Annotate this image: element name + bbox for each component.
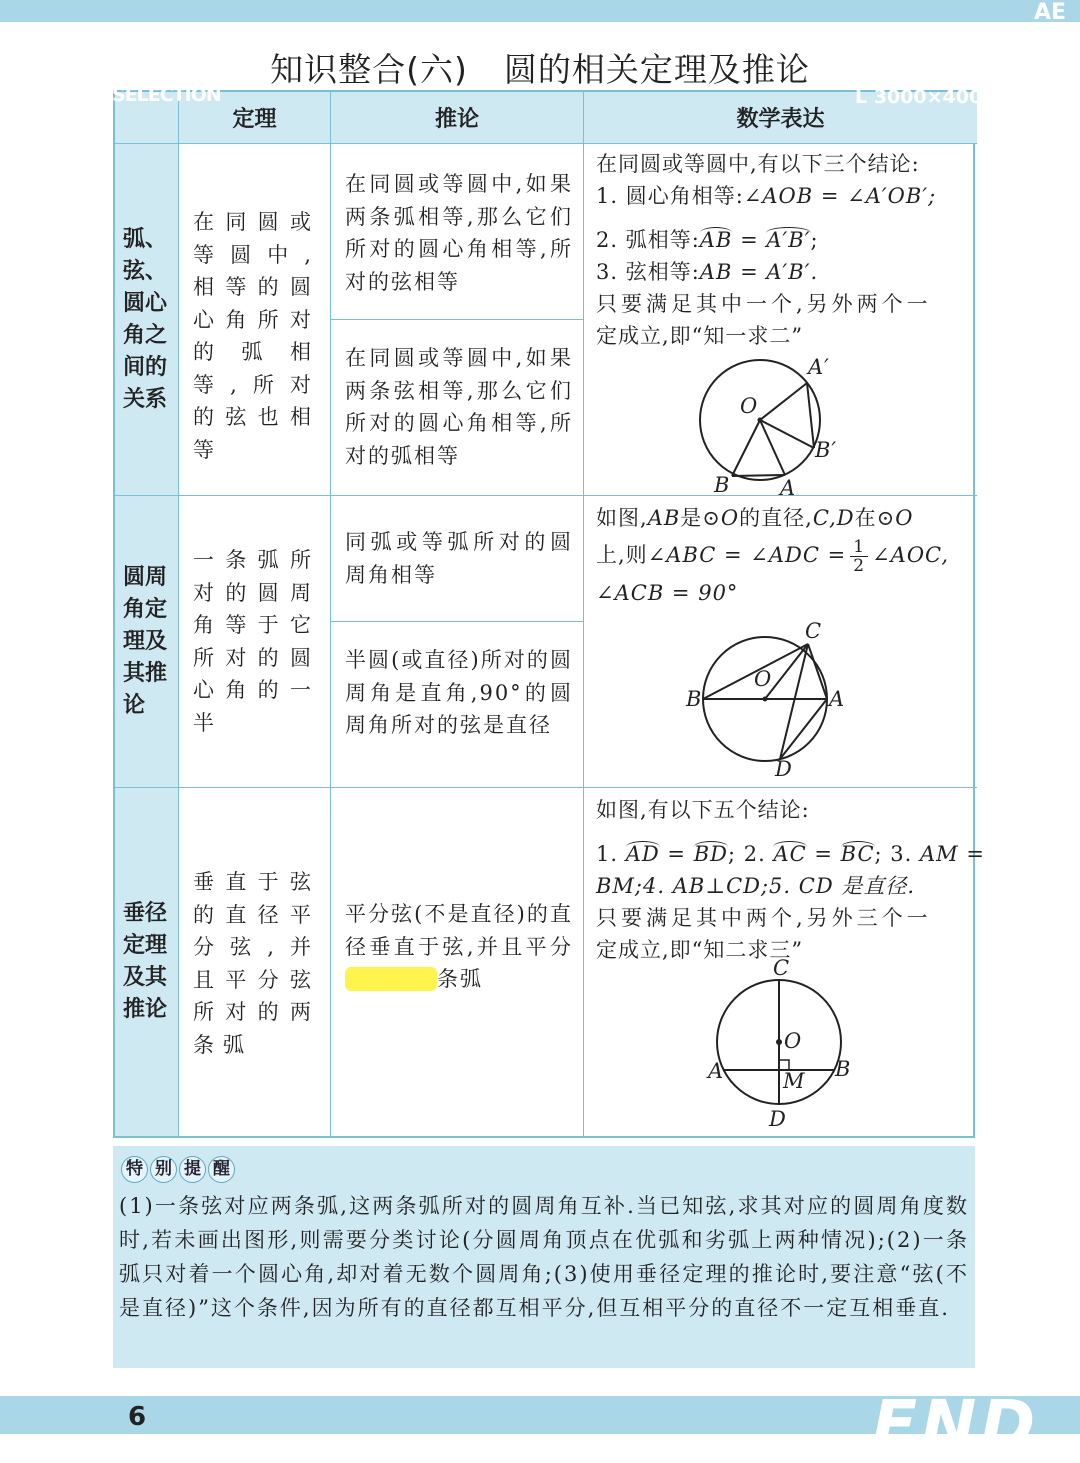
label-B-prime: B′ — [815, 438, 838, 462]
expr-perpendicular: BM;4. AB⊥CD;5. CD 是直径. — [596, 874, 916, 898]
center-point — [763, 697, 768, 702]
label-O: O — [740, 394, 759, 418]
category-perpendicular-diameter: 垂径定理及其推论 — [115, 788, 179, 1136]
reminder-text: (1)一条弦对应两条弧,这两条弧所对的圆周角互补.当已知弦,求其对应的圆周角度数时,若未画出图形,则需要分类讨论(分圆周角顶点在优弧和劣弧上两种情况);(2)一条弧只对着一个圆心角,却对着无数个圆周角;(3)使用垂径定理的推论时,要注意“弦(不是直径)”这个条件,因为所有的直径都互相平分,但互相平分的直径不一定互相垂直. — [119, 1194, 969, 1320]
page-number: 6 — [128, 1402, 147, 1432]
badge-char: 别 — [150, 1156, 177, 1183]
title-part-1: 知识整合(六) — [270, 50, 468, 89]
badge-char: 醒 — [208, 1156, 235, 1183]
expr-diameter: 如图,AB是⊙O的直径,C,D在⊙O — [596, 506, 914, 530]
expr-know-two: 定成立,即“知二求三” — [596, 938, 804, 962]
expr-central-angles: 1. 圆心角相等:∠AOB = ∠A′OB′; — [596, 184, 937, 208]
header-corollary: 推论 — [331, 92, 584, 144]
label-A: A — [780, 476, 797, 500]
expr-inscribed-equal: 上,则∠ABC = ∠ADC = $\frac{1}{2}$ ∠AOC, — [596, 537, 950, 576]
expression-arc-chord-angle — [584, 144, 977, 500]
label-A: A — [708, 1059, 725, 1083]
chord-AB — [732, 475, 785, 476]
expr-condition-two: 只要满足其中两个,另外三个一 — [596, 906, 932, 930]
segment-OA — [760, 420, 785, 475]
badge-char: 特 — [121, 1156, 148, 1183]
label-C: C — [805, 619, 823, 643]
label-M: M — [783, 1069, 806, 1093]
label-D: D — [769, 1107, 787, 1131]
header-expression: 数学表达 — [584, 92, 977, 144]
label-B: B — [714, 473, 731, 497]
expr-five-intro: 如图,有以下五个结论: — [596, 798, 810, 822]
corollary-semicircle: 半圆(或直径)所对的圆周角是直角,90°的圆周角所对的弦是直径 — [331, 622, 584, 788]
corollary-equal-arcs: 在同圆或等圆中,如果两条弧相等,那么它们所对的圆心角相等,所对的弦相等 — [331, 144, 584, 320]
corollary-same-arc: 同弧或等弧所对的圆周角相等 — [331, 496, 584, 622]
diagram-inscribed-angle — [686, 619, 864, 781]
reminder-badge — [121, 1156, 235, 1183]
label-A: A — [829, 687, 846, 711]
label-O: O — [784, 1029, 803, 1053]
overlay-corner-text: AE — [1034, 0, 1067, 25]
expr-know-one: 定成立,即“知一求二” — [596, 324, 804, 348]
corollary-equal-chords: 在同圆或等圆中,如果两条弦相等,那么它们所对的圆心角相等,所对的弧相等 — [331, 320, 584, 496]
diagram-central-angles — [694, 350, 864, 500]
highlight-mark: 弦所对的 — [345, 967, 437, 991]
theorem-inscribed-angle: 一条弧所对的圆周角等于它所对的圆心角的一半 — [179, 496, 331, 788]
expr-intro: 在同圆或等圆中,有以下三个结论: — [596, 152, 920, 176]
label-C: C — [773, 956, 791, 980]
overlay-end-text: END — [872, 1386, 1040, 1463]
special-reminder-box — [113, 1146, 975, 1368]
segment-OB — [732, 420, 760, 476]
fraction-half: $\frac{1}{2}$ — [850, 538, 868, 575]
expr-equal-chords: 3. 弦相等:AB = A′B′. — [596, 260, 819, 284]
expr-equal-arcs-ad: 1. AD = BD; 2. AC = BC; 3. AM = — [596, 842, 985, 866]
segment-CA — [808, 644, 827, 699]
theorem-table — [113, 90, 985, 1138]
label-B: B — [686, 687, 703, 711]
label-B: B — [835, 1057, 852, 1081]
header-theorem: 定理 — [179, 92, 331, 144]
overlay-selection-text: SELECTION — [112, 84, 221, 106]
theorem-arc-chord-angle: 在同圆或等圆中,相等的圆心角所对的弧相等,所对的弦也相等 — [179, 144, 331, 496]
label-D: D — [775, 757, 793, 781]
center-point — [776, 1039, 782, 1045]
expr-condition: 只要满足其中一个,另外两个一 — [596, 292, 932, 316]
label-O: O — [754, 667, 773, 691]
expr-right-angle: ∠ACB = 90° — [596, 581, 739, 605]
label-A-prime: A′ — [808, 355, 830, 379]
title-part-2: 圆的相关定理及推论 — [503, 50, 810, 89]
segment-OA1 — [760, 383, 807, 420]
category-inscribed-angle: 圆周角定理及其推论 — [115, 496, 179, 788]
center-point — [758, 418, 763, 423]
expression-perpendicular-diameter — [584, 788, 985, 1136]
category-arc-chord-angle: 弧、弦、圆心角之间的关系 — [115, 144, 179, 496]
expression-inscribed-angle — [584, 496, 977, 788]
theorem-perpendicular-diameter: 垂直于弦的直径平分弦,并且平分弦所对的两条弧 — [179, 788, 331, 1136]
corollary-bisect-chord: 平分弦(不是直径)的直径垂直于弦,并且平分弦所对的条弧 — [331, 788, 584, 1136]
expr-equal-arcs: 2. 弧相等:AB = A′B′; — [596, 228, 819, 252]
top-bar — [0, 0, 1080, 22]
overlay-resolution-text: L 3000×4000 — [855, 86, 996, 108]
diagram-perpendicular-diameter — [694, 956, 864, 1132]
badge-char: 提 — [179, 1156, 206, 1183]
segment-OB1 — [760, 420, 814, 448]
